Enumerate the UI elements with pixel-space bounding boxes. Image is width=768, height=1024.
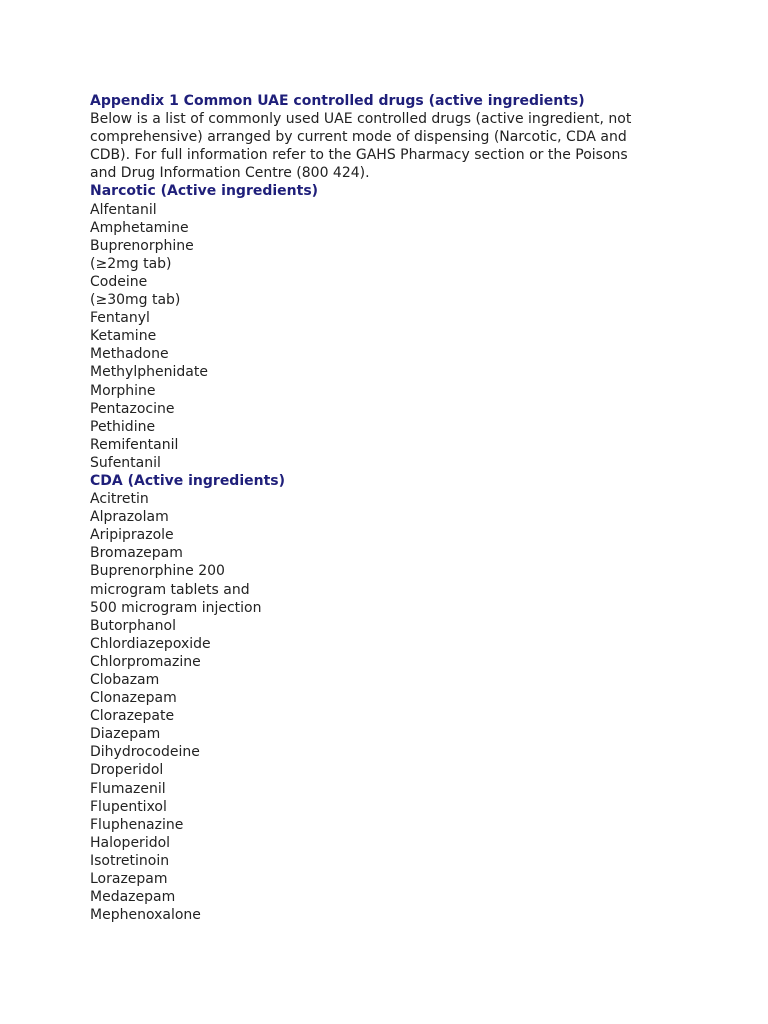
narcotic-item: Codeine bbox=[90, 273, 148, 290]
cda-item: Isotretinoin bbox=[90, 852, 170, 869]
narcotic-item: Sufentanil bbox=[90, 454, 161, 471]
cda-item: Clorazepate bbox=[90, 708, 175, 725]
cda-item: Acitretin bbox=[90, 491, 149, 508]
cda-item: Clonazepam bbox=[90, 690, 177, 707]
cda-item: Fluphenazine bbox=[90, 816, 184, 833]
narcotic-item: Methylphenidate bbox=[90, 364, 208, 381]
cda-item: Diazepam bbox=[90, 726, 161, 743]
cda-item: Haloperidol bbox=[90, 834, 171, 851]
document-page bbox=[90, 92, 690, 924]
cda-item: Alprazolam bbox=[90, 509, 169, 526]
cda-item: Bromazepam bbox=[90, 545, 183, 562]
narcotic-item: Alfentanil bbox=[90, 201, 157, 218]
cda-item: Clobazam bbox=[90, 672, 160, 688]
cda-item: Flupentixol bbox=[90, 798, 167, 815]
cda-item: Butorphanol bbox=[90, 617, 176, 634]
narcotic-item: Morphine bbox=[90, 382, 156, 399]
intro-line: Below is a list of commonly used UAE controlled drugs (active ingredient, not bbox=[90, 111, 632, 128]
intro-line: comprehensive) arranged by current mode of dispensing (Narcotic, CDA and bbox=[90, 129, 627, 146]
narcotic-item: Pentazocine bbox=[90, 400, 175, 417]
narcotic-item: Ketamine bbox=[90, 328, 157, 345]
cda-item: 500 microgram injection bbox=[90, 599, 262, 616]
cda-item: Mephenoxalone bbox=[90, 907, 201, 924]
cda-heading: CDA (Active ingredients) bbox=[90, 472, 286, 489]
narcotic-item: Methadone bbox=[90, 346, 169, 363]
cda-item: Dihydrocodeine bbox=[90, 744, 200, 761]
cda-item: microgram tablets and bbox=[90, 581, 250, 598]
intro-paragraph bbox=[90, 110, 690, 182]
narcotic-item: Amphetamine bbox=[90, 219, 189, 236]
cda-list bbox=[90, 490, 690, 924]
cda-item: Chlorpromazine bbox=[90, 653, 201, 670]
cda-item: Lorazepam bbox=[90, 871, 168, 888]
appendix-title: Appendix 1 Common UAE controlled drugs (active ingredients) bbox=[90, 93, 585, 109]
narcotic-item: (≥30mg tab) bbox=[90, 292, 181, 309]
cda-item: Medazepam bbox=[90, 889, 176, 906]
narcotic-item: Fentanyl bbox=[90, 310, 150, 327]
narcotic-item: Pethidine bbox=[90, 418, 156, 435]
narcotic-item: Buprenorphine bbox=[90, 237, 194, 254]
intro-line: CDB). For full information refer to the GAHS Pharmacy section or the Poisons bbox=[90, 147, 628, 164]
cda-item: Chlordiazepoxide bbox=[90, 635, 211, 652]
cda-item: Flumazenil bbox=[90, 780, 166, 797]
cda-item: Droperidol bbox=[90, 762, 164, 779]
cda-item: Aripiprazole bbox=[90, 527, 174, 544]
cda-item: Buprenorphine 200 bbox=[90, 563, 225, 580]
narcotic-item: (≥2mg tab) bbox=[90, 255, 172, 272]
narcotic-list bbox=[90, 201, 690, 472]
narcotic-item: Remifentanil bbox=[90, 436, 179, 453]
intro-line: and Drug Information Centre (800 424). bbox=[90, 165, 370, 182]
narcotic-heading: Narcotic (Active ingredients) bbox=[90, 183, 319, 200]
